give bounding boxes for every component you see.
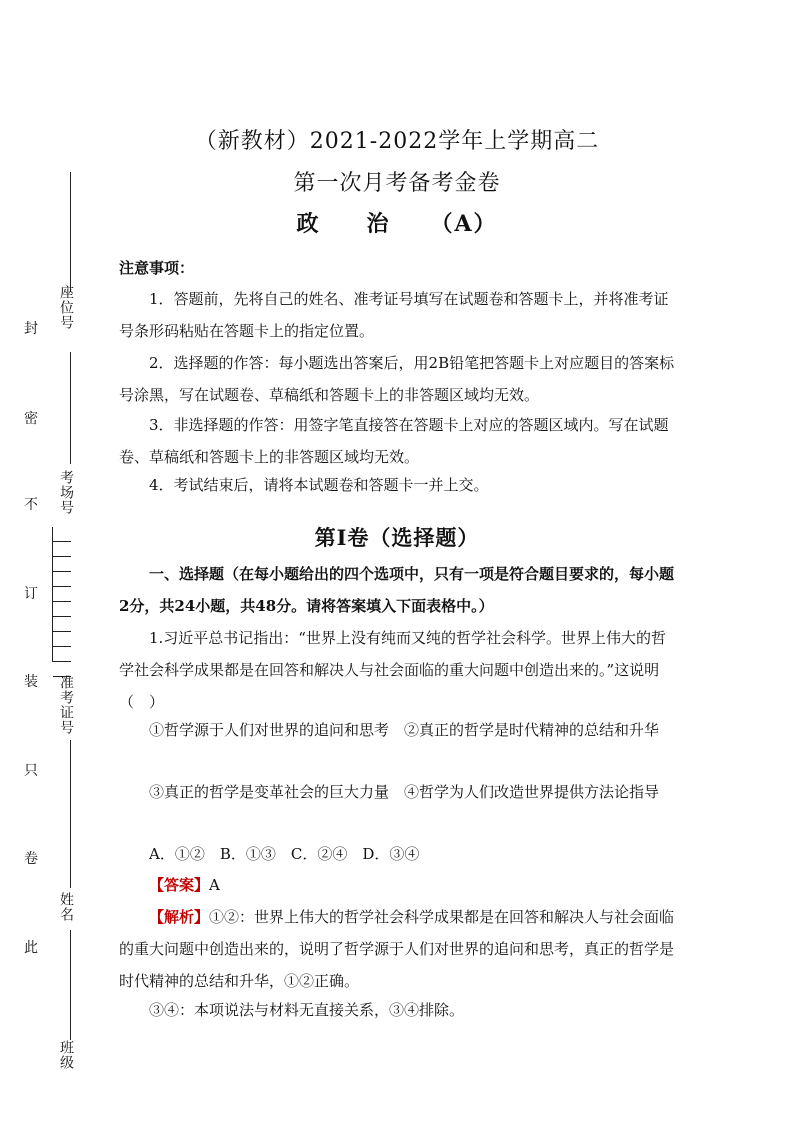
seal-char-2: 密 bbox=[24, 411, 38, 427]
binding-seat-label: 座位号 bbox=[58, 285, 74, 330]
question-statements-b: ③真正的哲学是变革社会的巨大力量 ④哲学为人们改造世界提供方法论指导 bbox=[149, 783, 660, 801]
question-stem: 1.习近平总书记指出：“世界上没有纯而又纯的哲学社会科学。世界上伟大的哲学社会科学成果都是在回答和解决人与社会面临的重大问题中创造出来的。”这说明（ ） bbox=[119, 629, 666, 711]
binding-line-room bbox=[70, 352, 71, 464]
subject-char-2: 治 bbox=[366, 211, 391, 237]
notice-item-3: 3．非选择题的作答：用签字笔直接答在答题卡上对应的答题区域内。写在试题卷、草稿纸和答题卡上的非答题区域均无效。 bbox=[119, 416, 669, 466]
analysis-paragraph-2: ③④：本项说法与材料无直接关系，③④排除。 bbox=[149, 1001, 465, 1019]
binding-line-name bbox=[70, 930, 71, 1040]
binding-name-label: 姓名 bbox=[58, 892, 74, 922]
answer-tag: 【答案】 bbox=[149, 876, 210, 894]
section-instruction: 一、选择题（在每小题给出的四个选项中，只有一项是符合题目要求的，每小题2分，共24小题，共48分。请将答案填入下面表格中。） bbox=[119, 565, 675, 615]
ticket-number-boxes bbox=[52, 527, 71, 662]
notice-heading: 注意事项： bbox=[119, 259, 195, 277]
binding-line-seat bbox=[70, 172, 71, 292]
exam-title-line1: （新教材）2021-2022学年上学期高二 bbox=[194, 129, 600, 154]
seal-char-7: 卷 bbox=[24, 851, 38, 867]
exam-title-line2: 第一次月考备考金卷 bbox=[293, 171, 501, 196]
seal-char-4: 订 bbox=[24, 586, 38, 602]
section-title: 第Ⅰ卷（选择题） bbox=[314, 525, 480, 550]
seal-char-6: 只 bbox=[24, 763, 38, 779]
binding-class-label: 班级 bbox=[58, 1040, 74, 1070]
seal-char-5: 装 bbox=[24, 674, 38, 690]
subject-char-1: 政 bbox=[296, 211, 321, 237]
binding-ticket-label: 准考证号 bbox=[58, 675, 74, 735]
analysis-text: ①②：世界上伟大的哲学社会科学成果都是在回答和解决人与社会面临的重大问题中创造出来的，说明了哲学源于人们对世界的追问和思考，真正的哲学是时代精神的总结和升华，①②正确。 bbox=[119, 908, 675, 990]
question-statements-a: ①哲学源于人们对世界的追问和思考 ②真正的哲学是时代精神的总结和升华 bbox=[149, 721, 660, 739]
binding-room-label: 考场号 bbox=[58, 470, 74, 515]
answer-line bbox=[119, 869, 679, 901]
version-label: （A） bbox=[430, 211, 498, 237]
answer-value: A bbox=[209, 876, 220, 894]
analysis-paragraph bbox=[119, 901, 679, 997]
analysis-tag: 【解析】 bbox=[149, 908, 210, 926]
notice-item-4: 4．考试结束后，请将本试题卷和答题卡一并上交。 bbox=[149, 476, 489, 494]
seal-char-3: 不 bbox=[24, 497, 38, 513]
exam-subject-title bbox=[0, 207, 794, 238]
notice-item-1: 1．答题前，先将自己的姓名、准考证号填写在试题卷和答题卡上，并将准考证号条形码粘贴在答题卡上的指定位置。 bbox=[119, 290, 669, 340]
seal-char-8: 此 bbox=[24, 940, 38, 956]
question-options: A．①② B．①③ C．②④ D．③④ bbox=[149, 845, 420, 863]
notice-item-2: 2．选择题的作答：每小题选出答案后，用2B铅笔把答题卡上对应题目的答案标号涂黑，写在试题卷、草稿纸和答题卡上的非答题区域均无效。 bbox=[119, 354, 675, 404]
binding-line-ticket bbox=[70, 740, 71, 888]
seal-char-1: 封 bbox=[24, 321, 38, 337]
